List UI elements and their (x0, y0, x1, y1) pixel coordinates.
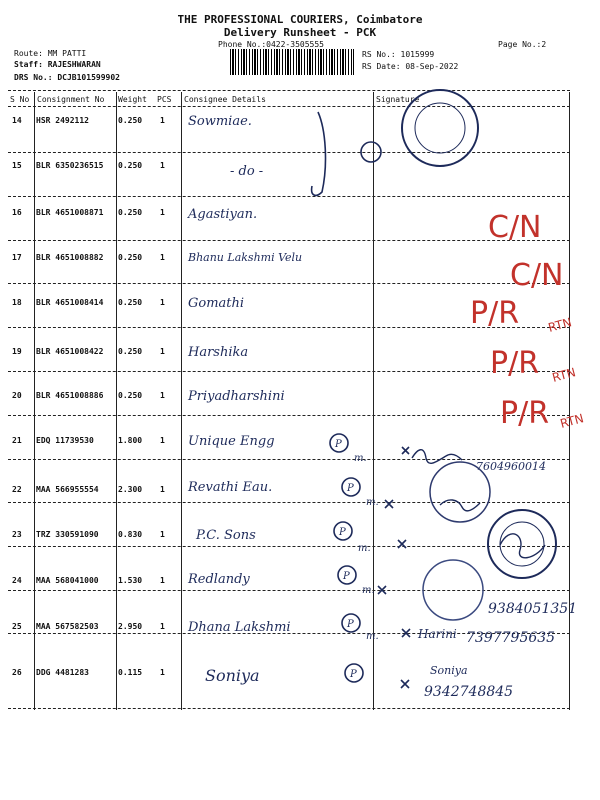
company-stamp-seal (402, 90, 478, 166)
p-letter: P (347, 619, 354, 630)
row-consignee: Priyadharshini (188, 389, 285, 404)
cn-annotation: C/N (488, 210, 542, 245)
recipient-phone: 7604960014 (476, 460, 546, 473)
row-pcs: 1 (160, 391, 165, 400)
staff-label: Staff: RAJESHWARAN (14, 60, 101, 69)
row-pcs: 1 (160, 253, 165, 262)
row-sno: 18 (12, 298, 22, 307)
row-pcs: 1 (160, 436, 165, 445)
recipient-phone: 7397795635 (466, 630, 556, 646)
recipient-name: Harini (418, 627, 457, 641)
pr-annotation: P/R (500, 396, 550, 431)
row-consignment: MAA 566955554 (36, 485, 99, 494)
col-signature: Signature (376, 95, 420, 104)
row-consignment: BLR 4651008871 (36, 208, 104, 217)
row-consignment: BLR 6350236515 (36, 161, 104, 170)
route-label: Route: MM PATTI (14, 49, 87, 58)
row-pcs: 1 (160, 298, 165, 307)
rs-date: RS Date: 08-Sep-2022 (362, 62, 459, 71)
signature-scribble (412, 450, 462, 464)
row-consignment: TRZ 330591090 (36, 530, 99, 539)
col-consignee: Consignee Details (184, 95, 266, 104)
row-consignee: Dhana Lakshmi (188, 620, 291, 635)
row-sno: 23 (12, 530, 22, 539)
row-weight: 0.250 (118, 253, 143, 262)
row-pcs: 1 (160, 622, 165, 631)
p-letter: P (339, 527, 346, 538)
row-consignee: Sowmiae. (188, 114, 252, 129)
row-consignment: BLR 4651008886 (36, 391, 104, 400)
row-consignment: BLR 4651008414 (36, 298, 104, 307)
phone-number: Phone No.:0422-3505555 (218, 40, 324, 49)
recipient-phone: 9342748845 (424, 684, 514, 700)
m-letter: m. (366, 497, 379, 508)
document-title: Delivery Runsheet - PCK (223, 26, 377, 39)
row-weight: 0.115 (118, 668, 143, 677)
row-weight: 2.300 (118, 485, 143, 494)
m-letter: m. (354, 453, 367, 464)
row-consignee: Unique Engg (188, 434, 275, 449)
row-weight: 0.250 (118, 347, 143, 356)
row-weight: 0.250 (118, 391, 143, 400)
col-consignment: Consignment No (37, 95, 105, 104)
row-consignee: Revathi Eau. (188, 480, 273, 495)
p-letter: P (335, 439, 342, 450)
col-weight: Weight (118, 95, 147, 104)
row-consignee: Soniya (205, 666, 260, 685)
row-pcs: 1 (160, 576, 165, 585)
row-sno: 20 (12, 391, 22, 400)
row-consignment: BLR 4651008882 (36, 253, 104, 262)
row-consignment: EDQ 11739530 (36, 436, 94, 445)
cn-annotation: C/N (510, 258, 564, 293)
row-consignment: BLR 4651008422 (36, 347, 104, 356)
row-consignee: Redlandy (188, 572, 250, 587)
row-sno: 25 (12, 622, 22, 631)
row-weight: 2.950 (118, 622, 143, 631)
signature-scribble (500, 534, 545, 558)
row-sno: 24 (12, 576, 22, 585)
drs-number: DRS No.: DCJB101599902 (14, 73, 120, 82)
row-consignee: Bhanu Lakshmi Velu (188, 251, 303, 264)
row-pcs: 1 (160, 347, 165, 356)
rtn-annotation: RTN (558, 411, 586, 431)
row-weight: 1.530 (118, 576, 143, 585)
row-sno: 22 (12, 485, 22, 494)
recipient-name: Soniya (430, 664, 468, 677)
m-letter: m. (366, 631, 379, 642)
pr-annotation: P/R (470, 296, 520, 331)
row-sno: 26 (12, 668, 22, 677)
row-consignment: HSR 2492112 (36, 116, 89, 125)
col-sno: S No (10, 95, 30, 104)
company-stamp-seal (488, 510, 556, 578)
col-pcs: PCS (157, 95, 172, 104)
signature-scribble (440, 500, 480, 511)
company-stamp-seal (500, 522, 544, 566)
row-consignee: - do - (230, 164, 264, 179)
page-number: Page No.:2 (498, 40, 547, 49)
rtn-annotation: RTN (550, 365, 578, 385)
rs-number: RS No.: 1015999 (362, 50, 435, 59)
row-pcs: 1 (160, 668, 165, 677)
row-weight: 0.250 (118, 298, 143, 307)
row-weight: 1.800 (118, 436, 143, 445)
company-stamp-seal (415, 103, 465, 153)
row-sno: 19 (12, 347, 22, 356)
row-consignee: Agastiyan. (188, 207, 258, 222)
row-consignee: Gomathi (188, 296, 245, 311)
row-pcs: 1 (160, 161, 165, 170)
m-letter: m. (358, 543, 371, 554)
row-consignment: MAA 568041000 (36, 576, 99, 585)
row-weight: 0.250 (118, 161, 143, 170)
row-sno: 15 (12, 161, 22, 170)
row-weight: 0.830 (118, 530, 143, 539)
row-sno: 21 (12, 436, 22, 445)
row-pcs: 1 (160, 485, 165, 494)
company-stamp-seal (423, 560, 483, 620)
row-pcs: 1 (160, 116, 165, 125)
row-sno: 17 (12, 253, 22, 262)
row-weight: 0.250 (118, 208, 143, 217)
recipient-phone: 9384051351 (488, 601, 578, 617)
row-pcs: 1 (160, 208, 165, 217)
row-sno: 14 (12, 116, 22, 125)
row-weight: 0.250 (118, 116, 143, 125)
company-name: THE PROFESSIONAL COURIERS, Coimbatore (177, 13, 423, 26)
m-letter: m. (362, 585, 375, 596)
row-pcs: 1 (160, 530, 165, 539)
row-consignment: MAA 567582503 (36, 622, 99, 631)
row-consignee: Harshika (188, 345, 249, 360)
p-letter: P (350, 669, 357, 680)
p-letter: P (343, 571, 350, 582)
pr-annotation: P/R (490, 346, 540, 381)
rtn-annotation: RTN (546, 315, 574, 335)
p-letter: P (347, 483, 354, 494)
row-consignee: P.C. Sons (196, 528, 256, 543)
row-sno: 16 (12, 208, 22, 217)
row-consignment: DDG 4481283 (36, 668, 89, 677)
